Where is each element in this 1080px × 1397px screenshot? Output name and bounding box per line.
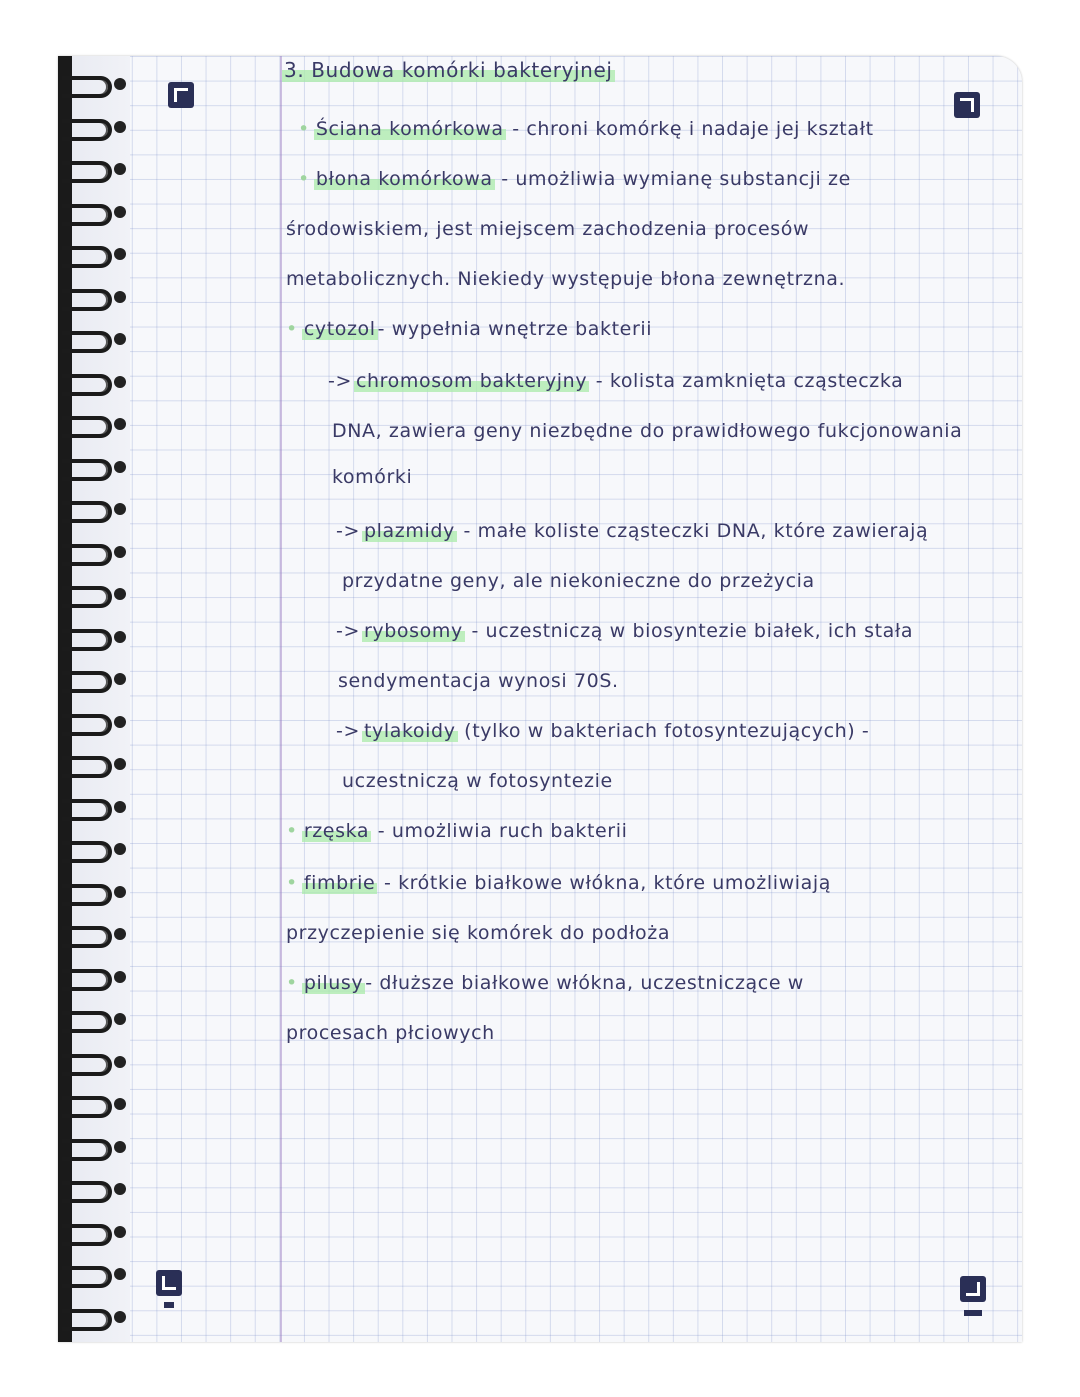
spiral-ring [62, 1139, 112, 1161]
corner-marker-icon [168, 82, 194, 108]
spiral-ring [62, 1309, 112, 1331]
binding-hole [114, 163, 126, 175]
spiral-ring [62, 756, 112, 778]
spiral-ring [62, 331, 112, 353]
spiral-ring [62, 629, 112, 651]
arrow-marker: -> [328, 370, 352, 392]
note-text: sendymentacja wynosi 70S. [338, 670, 619, 692]
highlighted-term: błona komórkowa [315, 168, 493, 190]
spiral-ring [62, 926, 112, 948]
bullet-icon: • [286, 872, 298, 894]
note-line [332, 466, 412, 488]
note-line [286, 820, 627, 842]
arrow-marker: -> [336, 720, 360, 742]
binding-hole [114, 333, 126, 345]
spiral-ring [62, 76, 112, 98]
spiral-ring [62, 459, 112, 481]
note-line [336, 620, 913, 642]
spiral-ring [62, 1054, 112, 1076]
binding-hole [114, 461, 126, 473]
corner-marker-dots [964, 1310, 982, 1316]
note-text: - krótkie białkowe włókna, które umożliwiają [377, 872, 831, 894]
binding-hole [114, 1056, 126, 1068]
corner-marker-icon [156, 1270, 182, 1296]
highlighted-term: cytozol [303, 318, 376, 340]
spiral-ring [62, 501, 112, 523]
binding-hole [114, 206, 126, 218]
binding-hole [114, 1311, 126, 1323]
binding-hole [114, 121, 126, 133]
note-text: (tylko w bakteriach fotosyntezujących) - [457, 720, 870, 742]
binding-hole [114, 971, 126, 983]
highlighted-term: tylakoidy [363, 720, 456, 742]
note-line [338, 670, 619, 692]
note-text: DNA, zawiera geny niezbędne do prawidłowego fukcjonowania [332, 420, 963, 442]
spiral-ring [62, 119, 112, 141]
binding-hole [114, 801, 126, 813]
note-line [286, 268, 845, 290]
spiral-ring [62, 416, 112, 438]
note-line [328, 370, 903, 392]
corner-marker-icon [954, 92, 980, 118]
spiral-ring [62, 1096, 112, 1118]
corner-marker-icon [960, 1276, 986, 1302]
binding-hole [114, 843, 126, 855]
note-text: - umożliwia ruch bakterii [371, 820, 628, 842]
binding-hole [114, 716, 126, 728]
spiral-ring [62, 246, 112, 268]
note-text: środowiskiem, jest miejscem zachodzenia procesów [286, 218, 810, 240]
binding-hole [114, 1013, 126, 1025]
binding-hole [114, 418, 126, 430]
highlighted-term: rybosomy [363, 620, 463, 642]
note-text: metabolicznych. Niekiedy występuje błona zewnętrzna. [286, 268, 846, 290]
note-line [286, 872, 831, 894]
bullet-icon: • [298, 168, 310, 190]
arrow-marker: -> [336, 620, 360, 642]
spiral-ring [62, 289, 112, 311]
note-line [286, 922, 670, 944]
highlighted-term: fimbrie [303, 872, 376, 894]
binding-hole [114, 588, 126, 600]
note-line [298, 118, 874, 140]
bullet-icon: • [298, 118, 310, 140]
spiral-ring [62, 374, 112, 396]
binding-hole [114, 1226, 126, 1238]
note-line [336, 520, 928, 542]
note-line [286, 972, 804, 994]
highlighted-term: Ściana komórkowa [315, 118, 504, 140]
binding-hole [114, 78, 126, 90]
note-line [286, 318, 652, 340]
note-line [336, 720, 869, 742]
binding-hole [114, 376, 126, 388]
note-text: - kolista zamknięta cząsteczka [589, 370, 904, 392]
bullet-icon: • [286, 820, 298, 842]
spiral-ring [62, 1181, 112, 1203]
note-text: przydatne geny, ale niekonieczne do przeżycia [342, 570, 815, 592]
note-text: - wypełnia wnętrze bakterii [377, 318, 653, 340]
spiral-ring [62, 544, 112, 566]
note-line [286, 1022, 495, 1044]
note-text: przyczepienie się komórek do podłoża [286, 922, 671, 944]
binding-hole [114, 503, 126, 515]
bullet-icon: • [286, 972, 298, 994]
spiral-ring [62, 841, 112, 863]
binding-hole [114, 631, 126, 643]
spiral-ring [62, 1011, 112, 1033]
spiral-ring [62, 1224, 112, 1246]
arrow-marker: -> [336, 520, 360, 542]
note-line [342, 770, 613, 792]
binding-hole [114, 1268, 126, 1280]
binding-hole [114, 673, 126, 685]
binding-hole [114, 1098, 126, 1110]
binding-hole [114, 1141, 126, 1153]
spiral-ring [62, 204, 112, 226]
page-title-text: 3. Budowa komórki bakteryjnej [284, 58, 613, 82]
spiral-ring [62, 586, 112, 608]
note-text: - dłuższe białkowe włókna, uczestniczące w [365, 972, 804, 994]
highlighted-term: chromosom bakteryjny [355, 370, 588, 392]
note-text: - umożliwia wymianę substancji ze [494, 168, 851, 190]
binding-hole [114, 1183, 126, 1195]
page-title [282, 58, 615, 82]
note-line [342, 570, 815, 592]
spiral-ring [62, 969, 112, 991]
binding-hole [114, 248, 126, 260]
binding-hole [114, 291, 126, 303]
spiral-ring [62, 799, 112, 821]
highlighted-term: rzęska [303, 820, 370, 842]
note-line [332, 420, 962, 442]
note-text: komórki [332, 466, 413, 488]
highlighted-term: plazmidy [363, 520, 455, 542]
note-text: - małe koliste cząsteczki DNA, które zawierają [456, 520, 929, 542]
highlighted-term: pilusy [303, 972, 364, 994]
note-line [298, 168, 851, 190]
note-text: - uczestniczą w biosyntezie białek, ich stała [464, 620, 914, 642]
note-text: procesach płciowych [286, 1022, 495, 1044]
spiral-ring [62, 671, 112, 693]
spiral-ring [62, 1266, 112, 1288]
notebook-page [58, 56, 1022, 1342]
bullet-icon: • [286, 318, 298, 340]
spiral-ring [62, 161, 112, 183]
note-text: - chroni komórkę i nadaje jej kształt [505, 118, 874, 140]
note-text: uczestniczą w fotosyntezie [342, 770, 613, 792]
binding-hole [114, 546, 126, 558]
note-line [286, 218, 809, 240]
spiral-ring [62, 714, 112, 736]
binding-hole [114, 758, 126, 770]
margin-line [280, 56, 282, 1342]
binding-hole [114, 928, 126, 940]
spiral-ring [62, 884, 112, 906]
binding-hole [114, 886, 126, 898]
corner-marker-dots [164, 1302, 174, 1308]
